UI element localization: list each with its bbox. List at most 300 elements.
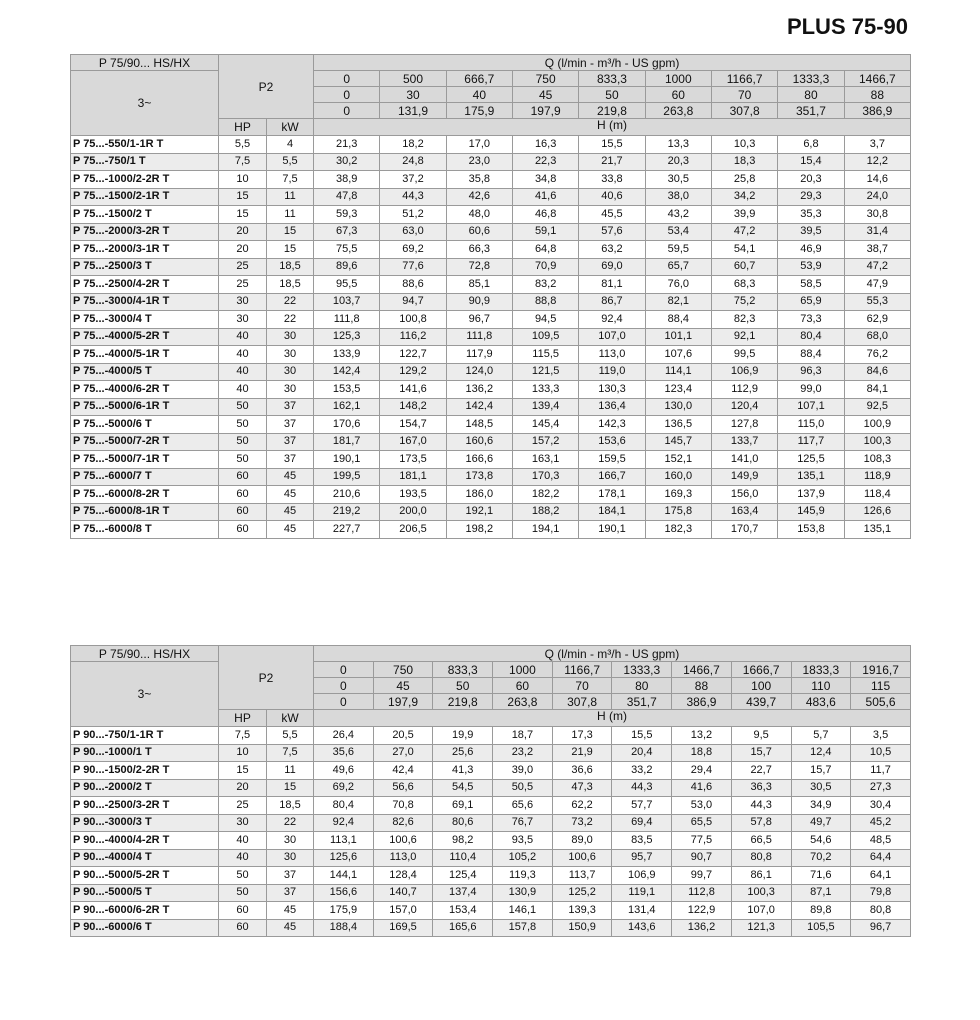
flow-value: 80 [778, 87, 844, 103]
head-cell: 88,4 [778, 346, 844, 364]
model-cell: P 75...-3000/4 T [71, 311, 219, 329]
head-cell: 128,4 [373, 867, 433, 885]
table-row [71, 727, 911, 745]
head-cell: 192,1 [446, 503, 512, 521]
hp-cell: 40 [219, 346, 267, 364]
head-cell: 112,9 [711, 381, 777, 399]
head-cell: 219,2 [314, 503, 380, 521]
head-cell: 53,4 [645, 223, 711, 241]
head-cell: 24,0 [844, 188, 910, 206]
head-cell: 26,4 [314, 727, 374, 745]
model-cell: P 75...-4000/5-1R T [71, 346, 219, 364]
head-cell: 59,3 [314, 206, 380, 224]
head-cell: 20,5 [373, 727, 433, 745]
table-row [71, 867, 911, 885]
head-cell: 170,3 [512, 468, 578, 486]
flow-value: 0 [314, 71, 380, 87]
kw-cell: 45 [267, 503, 314, 521]
head-cell: 69,2 [314, 779, 374, 797]
head-cell: 157,8 [493, 919, 553, 937]
head-cell: 59,1 [512, 223, 578, 241]
head-cell: 64,8 [512, 241, 578, 259]
table-row [71, 486, 911, 504]
kw-cell: 37 [267, 398, 314, 416]
head-cell: 35,3 [778, 206, 844, 224]
head-cell: 15,4 [778, 153, 844, 171]
head-cell: 18,3 [711, 153, 777, 171]
head-cell: 153,6 [579, 433, 645, 451]
model-cell: P 75...-750/1 T [71, 153, 219, 171]
head-cell: 115,0 [778, 416, 844, 434]
head-cell: 12,2 [844, 153, 910, 171]
head-cell: 182,3 [645, 521, 711, 539]
head-cell: 45,2 [851, 814, 911, 832]
head-cell: 70,8 [373, 797, 433, 815]
hp-cell: 15 [219, 762, 267, 780]
kw-cell: 37 [267, 416, 314, 434]
head-cell: 76,2 [844, 346, 910, 364]
head-cell: 3,7 [844, 136, 910, 154]
head-cell: 46,9 [778, 241, 844, 259]
hp-cell: 30 [219, 311, 267, 329]
head-cell: 118,9 [844, 468, 910, 486]
flow-value: 263,8 [645, 103, 711, 119]
table-row [71, 171, 911, 189]
hp-cell: 50 [219, 451, 267, 469]
head-cell: 144,1 [314, 867, 374, 885]
flow-value: 500 [380, 71, 446, 87]
flow-value: 197,9 [512, 103, 578, 119]
head-cell: 39,0 [493, 762, 553, 780]
head-cell: 30,8 [844, 206, 910, 224]
head-header: H (m) [314, 119, 911, 136]
head-cell: 47,2 [711, 223, 777, 241]
model-cell: P 75...-4000/5 T [71, 363, 219, 381]
head-cell: 114,1 [645, 363, 711, 381]
head-cell: 6,8 [778, 136, 844, 154]
flow-value: 0 [314, 103, 380, 119]
head-cell: 175,8 [645, 503, 711, 521]
flow-value: 175,9 [446, 103, 512, 119]
head-cell: 112,8 [672, 884, 732, 902]
flow-lmin-row [71, 71, 911, 87]
head-cell: 88,8 [512, 293, 578, 311]
head-cell: 14,6 [844, 171, 910, 189]
head-cell: 136,5 [645, 416, 711, 434]
table-row [71, 762, 911, 780]
head-cell: 77,6 [380, 258, 446, 276]
head-cell: 137,9 [778, 486, 844, 504]
kw-header: kW [267, 710, 314, 727]
head-cell: 92,4 [314, 814, 374, 832]
p2-header: P2 [219, 646, 314, 710]
flow-value: 45 [373, 678, 433, 694]
head-cell: 94,7 [380, 293, 446, 311]
kw-cell: 11 [267, 188, 314, 206]
head-cell: 40,6 [579, 188, 645, 206]
head-cell: 75,5 [314, 241, 380, 259]
head-cell: 94,5 [512, 311, 578, 329]
table-row [71, 223, 911, 241]
kw-cell: 18,5 [267, 276, 314, 294]
hp-cell: 15 [219, 188, 267, 206]
table-row [71, 744, 911, 762]
head-cell: 79,8 [851, 884, 911, 902]
head-cell: 57,8 [731, 814, 791, 832]
table-row [71, 451, 911, 469]
head-cell: 124,0 [446, 363, 512, 381]
head-cell: 17,0 [446, 136, 512, 154]
flow-value: 100 [731, 678, 791, 694]
kw-cell: 37 [267, 433, 314, 451]
phase-label: 3~ [71, 662, 219, 727]
flow-value: 0 [314, 87, 380, 103]
flow-value: 1000 [645, 71, 711, 87]
table-row [71, 814, 911, 832]
flow-value: 307,8 [711, 103, 777, 119]
head-cell: 29,4 [672, 762, 732, 780]
hp-cell: 20 [219, 779, 267, 797]
head-cell: 87,1 [791, 884, 851, 902]
kw-cell: 45 [267, 902, 314, 920]
head-cell: 136,4 [579, 398, 645, 416]
table-row [71, 849, 911, 867]
head-cell: 38,0 [645, 188, 711, 206]
head-cell: 69,4 [612, 814, 672, 832]
head-cell: 181,1 [380, 468, 446, 486]
model-cell: P 75...-5000/6 T [71, 416, 219, 434]
head-cell: 125,6 [314, 849, 374, 867]
model-cell: P 75...-6000/8-1R T [71, 503, 219, 521]
head-cell: 39,9 [711, 206, 777, 224]
table-row [71, 258, 911, 276]
head-cell: 135,1 [844, 521, 910, 539]
flow-value: 1466,7 [672, 662, 732, 678]
head-cell: 93,5 [493, 832, 553, 850]
head-cell: 60,6 [446, 223, 512, 241]
head-cell: 121,5 [512, 363, 578, 381]
head-cell: 136,2 [672, 919, 732, 937]
head-cell: 136,2 [446, 381, 512, 399]
table-row [71, 346, 911, 364]
kw-cell: 37 [267, 884, 314, 902]
head-cell: 43,2 [645, 206, 711, 224]
head-header: H (m) [314, 710, 911, 727]
hp-cell: 25 [219, 258, 267, 276]
head-cell: 163,1 [512, 451, 578, 469]
head-cell: 42,6 [446, 188, 512, 206]
head-cell: 27,3 [851, 779, 911, 797]
head-cell: 46,8 [512, 206, 578, 224]
hp-cell: 40 [219, 849, 267, 867]
head-cell: 27,0 [373, 744, 433, 762]
model-cell: P 90...-1000/1 T [71, 744, 219, 762]
head-cell: 81,1 [579, 276, 645, 294]
head-cell: 58,5 [778, 276, 844, 294]
head-cell: 3,5 [851, 727, 911, 745]
hp-cell: 25 [219, 797, 267, 815]
head-cell: 150,9 [552, 919, 612, 937]
head-cell: 73,3 [778, 311, 844, 329]
head-cell: 90,9 [446, 293, 512, 311]
flow-value: 750 [512, 71, 578, 87]
head-cell: 131,4 [612, 902, 672, 920]
model-cell: P 90...-4000/4 T [71, 849, 219, 867]
kw-cell: 30 [267, 832, 314, 850]
head-cell: 9,5 [731, 727, 791, 745]
head-cell: 37,2 [380, 171, 446, 189]
head-cell: 139,4 [512, 398, 578, 416]
head-cell: 35,8 [446, 171, 512, 189]
head-cell: 103,7 [314, 293, 380, 311]
model-cell: P 75...-2000/3-2R T [71, 223, 219, 241]
head-cell: 130,3 [579, 381, 645, 399]
head-cell: 99,7 [672, 867, 732, 885]
kw-cell: 30 [267, 363, 314, 381]
head-cell: 48,0 [446, 206, 512, 224]
head-cell: 140,7 [373, 884, 433, 902]
head-cell: 125,2 [552, 884, 612, 902]
head-cell: 121,3 [731, 919, 791, 937]
head-cell: 118,4 [844, 486, 910, 504]
hp-cell: 50 [219, 416, 267, 434]
table-row [71, 206, 911, 224]
model-cell: P 75...-6000/7 T [71, 468, 219, 486]
kw-cell: 45 [267, 486, 314, 504]
page-title: PLUS 75-90 [786, 14, 908, 39]
head-cell: 29,3 [778, 188, 844, 206]
head-cell: 120,4 [711, 398, 777, 416]
head-cell: 153,4 [433, 902, 493, 920]
kw-cell: 18,5 [267, 258, 314, 276]
head-cell: 83,2 [512, 276, 578, 294]
head-cell: 49,6 [314, 762, 374, 780]
head-cell: 166,7 [579, 468, 645, 486]
head-cell: 113,0 [579, 346, 645, 364]
model-cell: P 75...-2500/3 T [71, 258, 219, 276]
flow-value: 351,7 [612, 694, 672, 710]
table-row [71, 902, 911, 920]
head-cell: 65,5 [672, 814, 732, 832]
head-cell: 12,4 [791, 744, 851, 762]
hp-cell: 60 [219, 468, 267, 486]
model-cell: P 75...-6000/8-2R T [71, 486, 219, 504]
hp-header: HP [219, 710, 267, 727]
head-cell: 95,5 [314, 276, 380, 294]
head-cell: 64,1 [851, 867, 911, 885]
head-cell: 77,5 [672, 832, 732, 850]
model-cell: P 90...-6000/6-2R T [71, 902, 219, 920]
flow-value: 88 [844, 87, 910, 103]
head-cell: 35,6 [314, 744, 374, 762]
head-cell: 33,8 [579, 171, 645, 189]
kw-cell: 45 [267, 919, 314, 937]
head-cell: 145,4 [512, 416, 578, 434]
head-cell: 57,7 [612, 797, 672, 815]
head-cell: 20,3 [778, 171, 844, 189]
head-cell: 50,5 [493, 779, 553, 797]
head-cell: 149,9 [711, 468, 777, 486]
table-row [71, 188, 911, 206]
head-cell: 34,8 [512, 171, 578, 189]
kw-cell: 30 [267, 346, 314, 364]
head-cell: 51,2 [380, 206, 446, 224]
head-cell: 24,8 [380, 153, 446, 171]
flow-value: 439,7 [731, 694, 791, 710]
model-cell: P 90...-6000/6 T [71, 919, 219, 937]
series-label: P 75/90... HS/HX [71, 55, 219, 71]
p2-header: P2 [219, 55, 314, 119]
head-cell: 173,5 [380, 451, 446, 469]
head-cell: 18,8 [672, 744, 732, 762]
head-cell: 86,1 [731, 867, 791, 885]
head-cell: 5,7 [791, 727, 851, 745]
head-cell: 92,1 [711, 328, 777, 346]
head-cell: 100,9 [844, 416, 910, 434]
model-cell: P 75...-1000/2-2R T [71, 171, 219, 189]
head-cell: 82,1 [645, 293, 711, 311]
head-cell: 73,2 [552, 814, 612, 832]
head-cell: 65,6 [493, 797, 553, 815]
head-cell: 166,6 [446, 451, 512, 469]
head-cell: 193,5 [380, 486, 446, 504]
model-cell: P 75...-2000/3-1R T [71, 241, 219, 259]
flow-value: 1166,7 [552, 662, 612, 678]
kw-cell: 22 [267, 311, 314, 329]
head-cell: 15,7 [791, 762, 851, 780]
flow-lmin-row [71, 662, 911, 678]
head-cell: 65,9 [778, 293, 844, 311]
flow-value: 505,6 [851, 694, 911, 710]
head-cell: 182,2 [512, 486, 578, 504]
head-cell: 92,4 [579, 311, 645, 329]
head-cell: 100,3 [844, 433, 910, 451]
model-cell: P 90...-2000/2 T [71, 779, 219, 797]
model-cell: P 75...-3000/4-1R T [71, 293, 219, 311]
head-cell: 157,0 [373, 902, 433, 920]
head-cell: 47,2 [844, 258, 910, 276]
flow-value: 45 [512, 87, 578, 103]
head-cell: 23,0 [446, 153, 512, 171]
head-cell: 11,7 [851, 762, 911, 780]
model-cell: P 75...-5000/6-1R T [71, 398, 219, 416]
flow-value: 1333,3 [612, 662, 672, 678]
head-cell: 137,4 [433, 884, 493, 902]
head-cell: 21,9 [552, 744, 612, 762]
head-cell: 153,5 [314, 381, 380, 399]
head-cell: 82,6 [373, 814, 433, 832]
head-cell: 113,7 [552, 867, 612, 885]
head-cell: 142,4 [446, 398, 512, 416]
head-cell: 65,7 [645, 258, 711, 276]
head-cell: 21,3 [314, 136, 380, 154]
hp-cell: 40 [219, 381, 267, 399]
head-cell: 85,1 [446, 276, 512, 294]
flow-header: Q (l/min - m³/h - US gpm) [314, 55, 911, 71]
head-cell: 206,5 [380, 521, 446, 539]
table-row [71, 416, 911, 434]
head-cell: 45,5 [579, 206, 645, 224]
head-cell: 66,3 [446, 241, 512, 259]
hp-cell: 20 [219, 241, 267, 259]
flow-value: 833,3 [433, 662, 493, 678]
head-cell: 47,9 [844, 276, 910, 294]
head-cell: 80,4 [778, 328, 844, 346]
head-cell: 34,2 [711, 188, 777, 206]
head-cell: 100,6 [552, 849, 612, 867]
kw-cell: 30 [267, 328, 314, 346]
model-cell: P 90...-4000/4-2R T [71, 832, 219, 850]
flow-value: 263,8 [493, 694, 553, 710]
head-cell: 175,9 [314, 902, 374, 920]
head-cell: 154,7 [380, 416, 446, 434]
model-cell: P 75...-6000/8 T [71, 521, 219, 539]
head-cell: 15,5 [579, 136, 645, 154]
head-cell: 15,5 [612, 727, 672, 745]
head-cell: 119,0 [579, 363, 645, 381]
flow-value: 70 [552, 678, 612, 694]
kw-cell: 15 [267, 779, 314, 797]
head-cell: 110,4 [433, 849, 493, 867]
head-cell: 41,6 [512, 188, 578, 206]
head-cell: 170,7 [711, 521, 777, 539]
head-cell: 125,5 [778, 451, 844, 469]
hp-cell: 20 [219, 223, 267, 241]
head-cell: 44,3 [612, 779, 672, 797]
flow-value: 666,7 [446, 71, 512, 87]
head-cell: 143,6 [612, 919, 672, 937]
head-cell: 122,7 [380, 346, 446, 364]
head-cell: 72,8 [446, 258, 512, 276]
head-cell: 96,7 [446, 311, 512, 329]
head-cell: 111,8 [446, 328, 512, 346]
hp-cell: 40 [219, 832, 267, 850]
head-cell: 80,8 [851, 902, 911, 920]
head-cell: 75,2 [711, 293, 777, 311]
head-cell: 67,3 [314, 223, 380, 241]
head-cell: 107,6 [645, 346, 711, 364]
kw-cell: 45 [267, 468, 314, 486]
table-row [71, 779, 911, 797]
head-cell: 190,1 [314, 451, 380, 469]
head-cell: 188,4 [314, 919, 374, 937]
kw-cell: 37 [267, 867, 314, 885]
head-cell: 80,8 [731, 849, 791, 867]
head-cell: 100,6 [373, 832, 433, 850]
head-cell: 117,9 [446, 346, 512, 364]
head-cell: 167,0 [380, 433, 446, 451]
head-cell: 107,0 [731, 902, 791, 920]
head-cell: 56,6 [373, 779, 433, 797]
head-cell: 113,0 [373, 849, 433, 867]
head-cell: 15,7 [731, 744, 791, 762]
performance-table-p90 [70, 645, 911, 937]
head-cell: 96,7 [851, 919, 911, 937]
table-row [71, 276, 911, 294]
head-cell: 16,3 [512, 136, 578, 154]
table-row [71, 433, 911, 451]
kw-cell: 37 [267, 451, 314, 469]
hp-cell: 15 [219, 206, 267, 224]
head-cell: 84,6 [844, 363, 910, 381]
head-cell: 119,3 [493, 867, 553, 885]
head-cell: 173,8 [446, 468, 512, 486]
flow-value: 0 [314, 662, 374, 678]
hp-header: HP [219, 119, 267, 136]
flow-value: 131,9 [380, 103, 446, 119]
flow-value: 60 [645, 87, 711, 103]
table-row [71, 398, 911, 416]
